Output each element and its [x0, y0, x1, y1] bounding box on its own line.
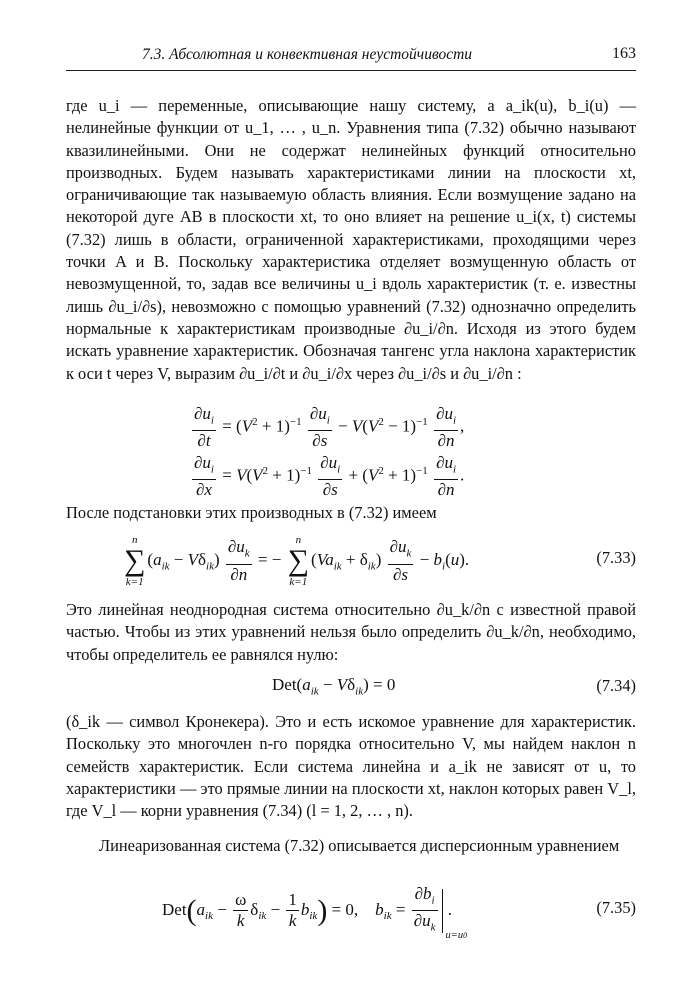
section-title: 7.3. Абсолютная и конвективная неустойчивости — [142, 46, 473, 63]
equation-7-34: $Det(a_{ik} - V\delta_{ik}) = 0$ — [272, 675, 396, 698]
paragraph-2: После подстановки этих производных в (7.32) имеем — [66, 503, 437, 522]
paragraph-3: Это линейная неоднородная система относительно ∂u_k/∂n с известной правой частью. Чтобы из этих уравнений нельзя было определить ∂u_k/∂n, необходимо, чтобы определитель ее равнялся нулю: — [66, 600, 636, 664]
running-header — [66, 44, 636, 71]
page-number: 163 — [612, 45, 636, 62]
equation-dudx: $\frac{\partial u_i}{\partial x}$ = $V(V^2 + 1)^{-1}$ $\frac{\partial u_i}{\partial s}$ + $(V^2 + 1)^{-1}$ $\frac{\partial u_i}{\partial n}$ . — [194, 453, 465, 500]
paragraph-1: где u_i — переменные, описывающие нашу систему, a a_ik(u), b_i(u) — нелинейные функции от u_1, … , u_n. Уравнения типа (7.32) обычно называют квазилинейными. Они не содержат нелинейных функций относительно производных. Будем называть характеристиками линии на плоскости xt, ограничивающие так называемую область влияния. Если возмущение задано на некоторой дуге AB в плоскости xt, то оно влияет на решение u_i(x, t) системы (7.32) лишь в области, ограниченной характеристиками, проходящими через точки A и B. Поскольку характеристика отделяет возмущенную область от невозмущенной, то, задав все величины u_i вдоль характеристик (т. е. известны лишь ∂u_i/∂s), невозможно с помощью уравнений (7.32) однозначно определить нормальные к характеристикам производные ∂u_i/∂n. Исходя из этого будем искать уравнение характеристик. Обозначая тангенс угла наклона характеристик к оси t через V, выразим ∂u_i/∂t и ∂u_i/∂x через ∂u_i/∂s и ∂u_i/∂n : — [66, 96, 636, 383]
paragraph-4: (δ_ik — символ Кронекера). Это и есть искомое уравнение для характеристик. Поскольку это многочлен n-го порядка относительно V, мы найдем наклон n семейств характеристик. Если система линейна и a_ik не зависят от u, то характеристики — это прямые линии на плоскости xt, наклон которых равен V_l, где V_l — корни уравнения (7.34) (l = 1, 2, … , n). — [66, 712, 636, 821]
equation-number-7-35: (7.35) — [596, 898, 636, 917]
equation-7-35: $Det(a_{ik}$ − $\frac{\omega}{k}$ $\delta_{ik}$ − $\frac{1}{k}$ $b_{ik}) = 0$, $b_{ik}$ = $\frac{\partial b_i}{\partial u_k}$ u=u0 . — [162, 884, 468, 941]
equation-number-7-34: (7.34) — [596, 676, 636, 695]
equation-dudt: $\frac{\partial u_i}{\partial t}$ = $(V^2 + 1)^{-1}$ $\frac{\partial u_i}{\partial s}$ − $V(V^2 - 1)^{-1}$ $\frac{\partial u_i}{\partial n}$ , — [194, 404, 465, 451]
paragraph-5: Линеаризованная система (7.32) описывается дисперсионным уравнением — [99, 836, 620, 855]
equation-number-7-33: (7.33) — [596, 548, 636, 567]
equation-7-33: n ∑ k=1 $(a_{ik} - V\delta_{ik})$ $\frac{\partial u_k}{\partial n}$ = − n ∑ k=1 $(Va_{ik} + \delta_{ik})$ $\frac{\partial u_k}{\partial s}$ − $b_i(u)$. — [124, 534, 470, 588]
